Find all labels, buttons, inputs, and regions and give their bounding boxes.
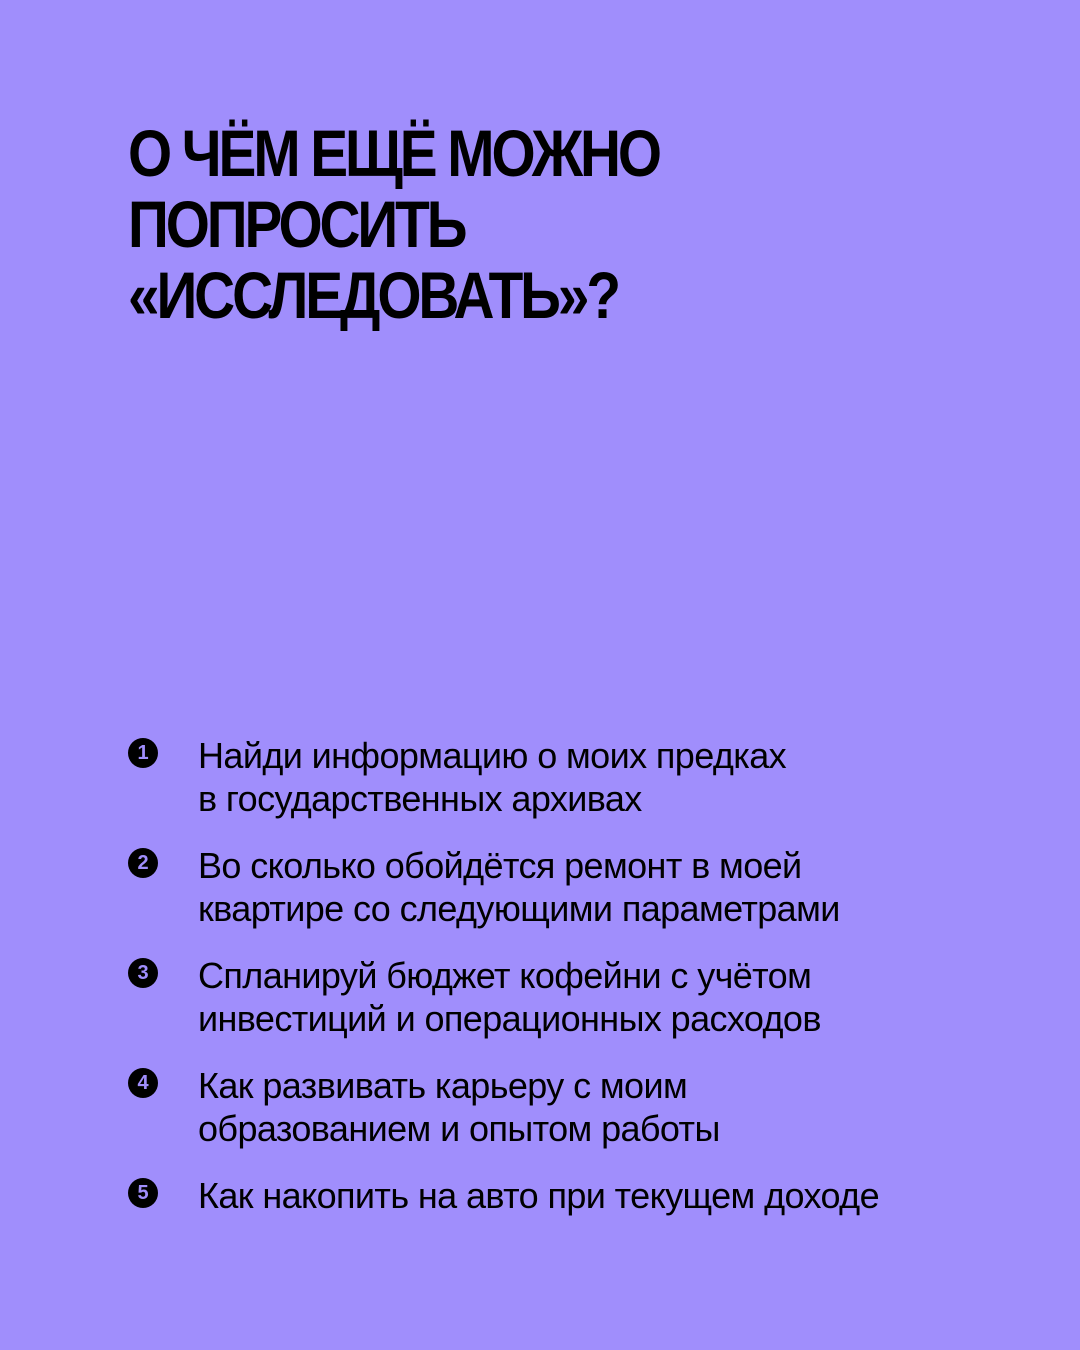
- list-item-line: квартире со следующими параметрами: [198, 888, 840, 929]
- list-item-line: инвестиций и операционных расходов: [198, 998, 821, 1039]
- list-item-line: Как развивать карьеру с моим: [198, 1065, 688, 1106]
- number-badge-icon: 5: [128, 1178, 158, 1208]
- list-item-line: Как накопить на авто при текущем доходе: [198, 1175, 879, 1216]
- list-item-line: Спланируй бюджет кофейни с учётом: [198, 955, 812, 996]
- number-badge-icon: 1: [128, 738, 158, 768]
- list-item: [128, 1064, 1028, 1150]
- number-badge-icon: 3: [128, 958, 158, 988]
- list-item-line: Во сколько обойдётся ремонт в моей: [198, 845, 802, 886]
- number-badge-icon: 4: [128, 1068, 158, 1098]
- list-item-text: [198, 1174, 1028, 1217]
- list-item-line: в государственных архивах: [198, 778, 642, 819]
- headline: [128, 118, 988, 331]
- list-item-text: [198, 954, 1028, 1040]
- number-badge-icon: 2: [128, 848, 158, 878]
- headline-line: «ИССЛЕДОВАТЬ»?: [128, 258, 618, 332]
- list-item-line: Найди информацию о моих предках: [198, 735, 787, 776]
- headline-line: О ЧЁМ ЕЩЁ МОЖНО: [128, 116, 659, 190]
- list-item-line: образованием и опытом работы: [198, 1108, 720, 1149]
- list-item: [128, 844, 1028, 930]
- list-item-text: [198, 844, 1028, 930]
- list-item: [128, 734, 1028, 820]
- list-item: [128, 1174, 1028, 1217]
- headline-line: ПОПРОСИТЬ: [128, 187, 465, 261]
- list-item-text: [198, 734, 1028, 820]
- list-item: [128, 954, 1028, 1040]
- prompt-list: [128, 734, 1028, 1241]
- list-item-text: [198, 1064, 1028, 1150]
